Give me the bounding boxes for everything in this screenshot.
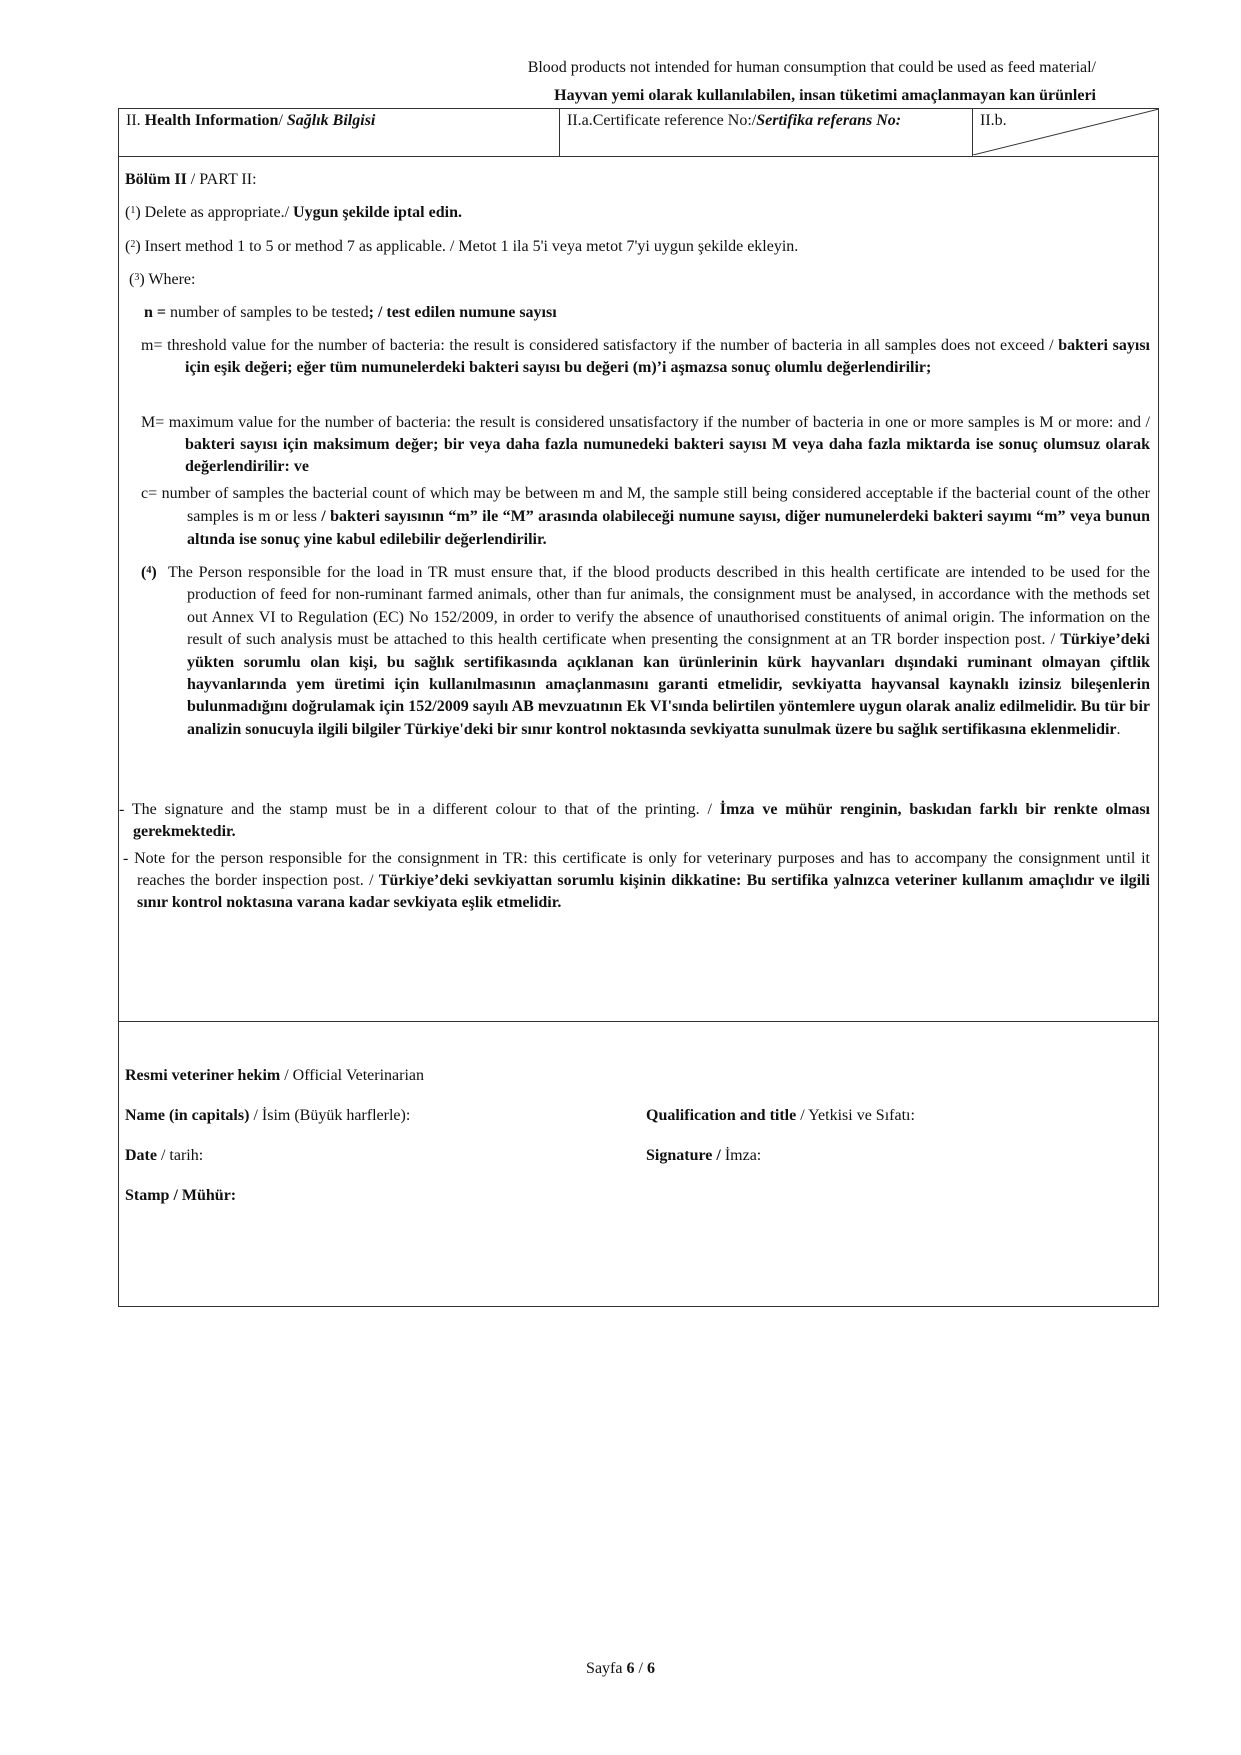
note-3: ($^3$) Where: (129, 271, 196, 288)
definition-m: m= threshold value for the number of bacteria: the result is considered satisfactory if the number of bacteria in all samples does not exceed / bakteri sayısı için eşik değeri; eğer tüm numunelerdeki bakteri sayısı bu değeri (m)’i aşmazsa sonuç olumlu değerlendirilir; (141, 337, 1150, 376)
iib-cell (972, 109, 1158, 156)
separator: / (278, 112, 287, 129)
section-number: II. (126, 112, 145, 129)
health-information-label-tr: Sağlık Bilgisi (286, 112, 376, 129)
part-heading: Bölüm II / PART II: (125, 171, 257, 188)
note-2: ($^2$) Insert method 1 to 5 or method 7 as applicable. / Metot 1 ila 5'i veya metot 7'yi uygun şekilde ekleyin. (125, 238, 799, 255)
signature-colour-note: - The signature and the stamp must be in a different colour to that of the printing. / İmza ve mühür renginin, baskıdan farklı bir renkte olması gerekmektedir. (119, 801, 1151, 840)
qualification-field-label: Qualification and title / Yetkisi ve Sıfatı: (646, 1107, 915, 1124)
consignment-note: - Note for the person responsible for the consignment in TR: this certificate is only for veterinary purposes and has to accompany the consignment until it reaches the border inspection post. / Türkiye’deki sevkiyattan sorumlu kişinin dikkatine: Bu sertifika yalnızca veteriner kullanım amaçlıdır ve ilgili sınır kontrol noktasına varana kadar sevkiyata eşlik etmelidir. (123, 850, 1150, 911)
note-1: ($^1$) Delete as appropriate./ Uygun şekilde iptal edin. (125, 204, 462, 221)
health-information-cell (119, 109, 559, 156)
page-total: 6 (646, 1660, 655, 1677)
health-information-label: Health Information (144, 112, 279, 129)
note-4: ($^4$) The Person responsible for the load in TR must ensure that, if the blood products described in this health certificate are intended to be used for the production of feed for non-ruminant farmed animals, other than fur animals, the consignment must be analysed, in accordance with the methods set out Annex VI to Regulation (EC) No 152/2009, in order to verify the absence of unauthorised constituents of animal origin. The information on the result of such analysis must be attached to this health certificate when presenting the consignment at an TR border inspection post. / Türkiye’deki yükten sorumlu olan kişi, bu sağlık sertifikasında açıklanan kan ürünlerinin kürk hayvanları dışındaki ruminant olmayan çiftlik hayvanlarında yem üretimi için kullanılmasının amaçlanmasını garanti etmelidir, sevkiyatta hayvansal kaynaklı izinsiz bileşenlerin bulunmadığını doğrulamak için 152/2009 sayılı AB mevzuatının Ek VI'sında belirtilen yöntemlere uygun olarak analiz edilmelidir. Bu tür bir analizin sonucuyla ilgili bilgiler Türkiye'deki bir sınır kontrol noktasında sevkiyatta sunulmak üzere bu sağlık sertifikasına eklenmelidir. (141, 564, 1150, 738)
certificate-reference-label: II.a.Certificate reference No:/ (567, 112, 757, 129)
stamp-field-label: Stamp / Mühür: (125, 1187, 237, 1204)
section-divider (119, 1021, 1158, 1022)
certificate-reference-label-tr: Sertifika referans No: (756, 112, 902, 129)
page-label: Sayfa (586, 1660, 627, 1677)
header-title-en: Blood products not intended for human consumption that could be used as feed material/ (527, 59, 1096, 76)
definition-n: n = number of samples to be tested; / test edilen numune sayısı (144, 304, 557, 321)
page-number: 6 (626, 1660, 635, 1677)
definition-c: c= number of samples the bacterial count of which may be between m and M, the sample still being considered acceptable if the bacterial count of the other samples is m or less / bakteri sayısının “m” ile “M” arasında olabileceği numune sayısı, diğer numunelerdeki bakteri sayımı “m” veya bunun altında ise sonuç yine kabul edilebilir değerlendirilir. (141, 485, 1151, 548)
certificate-reference-cell (559, 109, 972, 156)
certificate-frame (118, 108, 1159, 1307)
official-vet-label: Resmi veteriner hekim / Official Veterinarian (125, 1067, 425, 1084)
signature-field-label: Signature / İmza: (646, 1147, 762, 1164)
date-field-label: Date / tarih: (125, 1147, 204, 1164)
page-footer (0, 1660, 1241, 1678)
certificate-header-row (119, 109, 1158, 157)
definition-M: M= maximum value for the number of bacteria: the result is considered unsatisfactory if the number of bacteria in one or more samples is M or more: and / bakteri sayısı için maksimum değer; bir veya daha fazla numunedeki bakteri sayısı M veya daha fazla miktarda ise sonuç olumsuz olarak değerlendirilir: ve (141, 414, 1150, 475)
iib-label: II.b. (980, 112, 1007, 129)
header-title-tr: Hayvan yemi olarak kullanılabilen, insan tüketimi amaçlanmayan kan ürünleri (554, 87, 1096, 104)
page-separator: / (634, 1660, 647, 1677)
name-field-label: Name (in capitals) / İsim (Büyük harflerle): (125, 1107, 411, 1124)
